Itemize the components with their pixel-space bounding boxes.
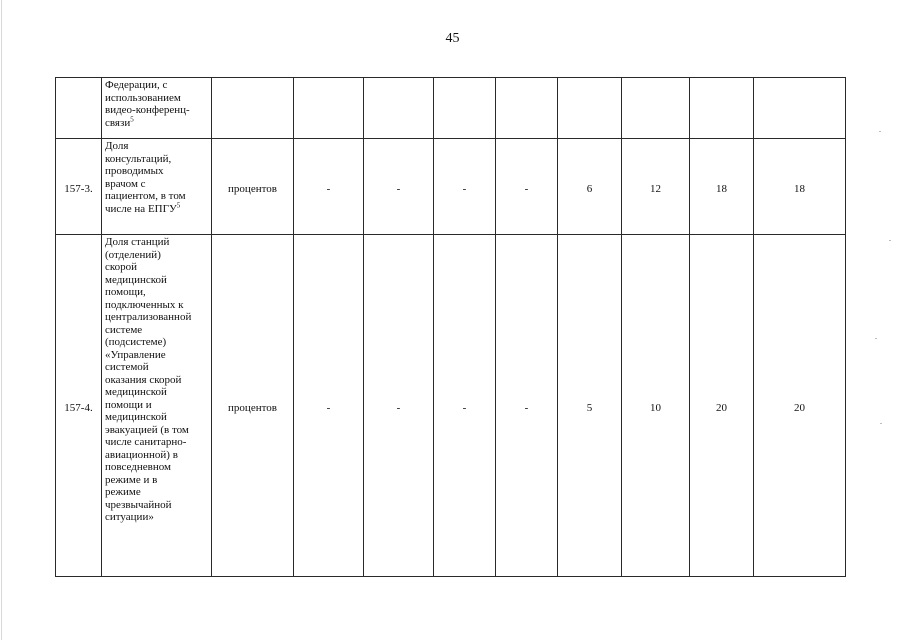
value-cell: 20 — [754, 235, 846, 577]
scan-edge-line — [1, 0, 2, 640]
scan-speck — [879, 131, 881, 132]
unit-cell: процентов — [212, 139, 294, 235]
table-row — [56, 78, 846, 139]
value-cell — [434, 78, 496, 139]
value-cell: - — [294, 235, 364, 577]
indicator-cell — [102, 78, 212, 139]
value-cell: 10 — [622, 235, 690, 577]
value-cell — [496, 78, 558, 139]
indicator-cell — [102, 139, 212, 235]
indicator-text: Доля станций (отделений) скорой медицинской помощи, подключенных к централизованной системе (подсистеме) «Управление системой оказания скорой медицинской помощи и медицинской эвакуацией (в том числе санитарно- авиационной) в повседневном режиме и в режиме чрезвычайной ситуации» — [105, 236, 192, 523]
value-cell: 18 — [690, 139, 754, 235]
value-cell — [558, 78, 622, 139]
value-cell: - — [496, 235, 558, 577]
footnote-mark: 5 — [176, 200, 181, 209]
value-cell: 18 — [754, 139, 846, 235]
value-cell — [364, 78, 434, 139]
unit-cell: процентов — [212, 235, 294, 577]
value-cell: 5 — [558, 235, 622, 577]
value-cell: - — [364, 139, 434, 235]
value-cell — [754, 78, 846, 139]
indicators-table — [55, 77, 846, 577]
value-cell: - — [434, 235, 496, 577]
row-number: 157-3. — [56, 139, 102, 235]
value-cell: - — [434, 139, 496, 235]
scan-speck — [875, 338, 877, 339]
indicator-text: Доля консультаций, проводимых врачом с пациентом, в том числе на ЕПГУ — [105, 140, 186, 215]
footnote-mark: 5 — [130, 114, 134, 123]
value-cell: - — [364, 235, 434, 577]
value-cell — [294, 78, 364, 139]
table-row — [56, 235, 846, 577]
scan-speck — [889, 240, 891, 241]
value-cell — [690, 78, 754, 139]
unit-cell — [212, 78, 294, 139]
indicator-text: Федерации, с использованием видео-конференц- связи — [105, 79, 190, 129]
value-cell: - — [496, 139, 558, 235]
table-row — [56, 139, 846, 235]
scan-speck — [880, 423, 882, 424]
value-cell: 6 — [558, 139, 622, 235]
value-cell: 20 — [690, 235, 754, 577]
row-number: 157-4. — [56, 235, 102, 577]
row-number — [56, 78, 102, 139]
value-cell: - — [294, 139, 364, 235]
value-cell — [622, 78, 690, 139]
value-cell: 12 — [622, 139, 690, 235]
indicator-cell — [102, 235, 212, 577]
page-number: 45 — [445, 31, 460, 46]
